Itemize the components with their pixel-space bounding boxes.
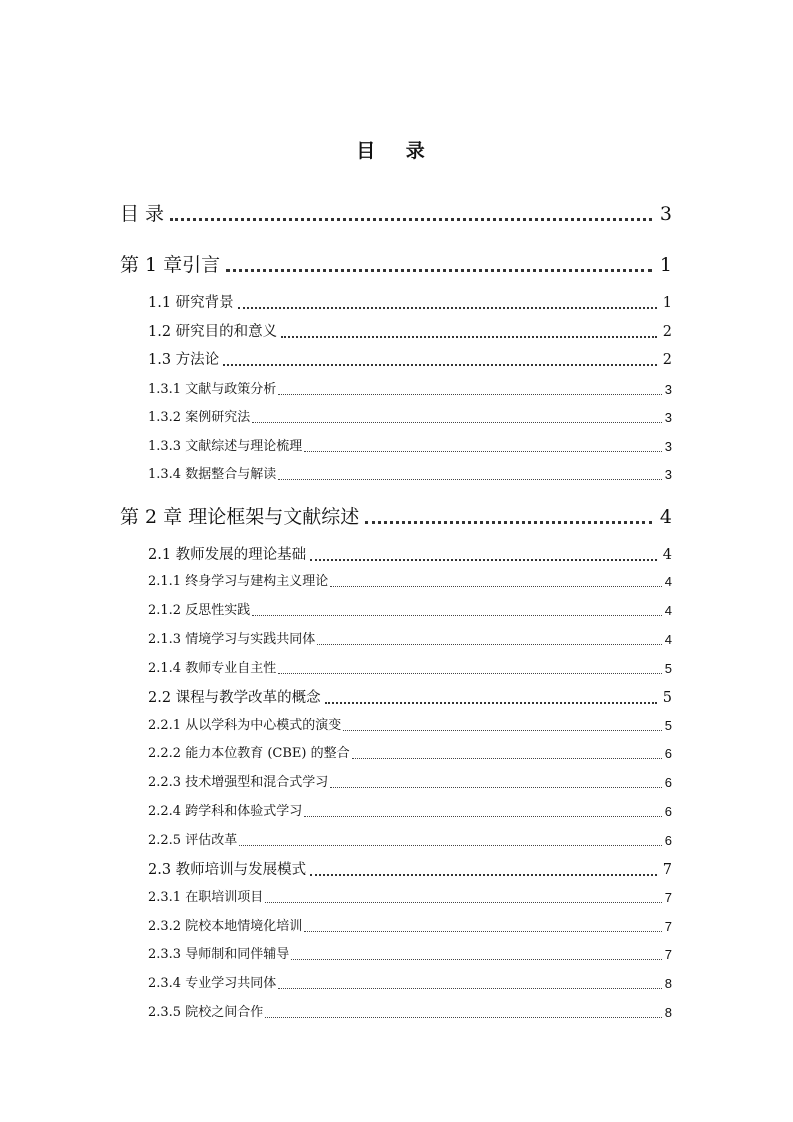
toc-leader-dots xyxy=(239,845,662,846)
toc-entry-label: 第 1 章引言 xyxy=(120,254,221,276)
toc-leader-dots xyxy=(352,758,662,759)
toc-leader-dots xyxy=(310,874,657,876)
toc-leader-dots xyxy=(278,394,662,395)
toc-leader-dots xyxy=(265,1017,662,1018)
toc-leader-dots xyxy=(365,521,652,524)
toc-leader-dots xyxy=(330,787,662,788)
toc-entry-label: 2.3.1 在职培训项目 xyxy=(148,890,264,905)
toc-entry-label: 2.1.3 情境学习与实践共同体 xyxy=(148,632,316,647)
toc-entry-label: 2.3.5 院校之间合作 xyxy=(148,1005,264,1020)
toc-page-number: 3 xyxy=(664,410,672,425)
toc-page-number: 1 xyxy=(662,295,672,311)
toc-entry-label: 2.2.3 技术增强型和混合式学习 xyxy=(148,775,329,790)
toc-entry[interactable] xyxy=(120,252,672,278)
toc-entry[interactable] xyxy=(148,1004,672,1022)
toc-entry[interactable] xyxy=(148,409,672,427)
toc-page-number: 7 xyxy=(664,890,672,905)
toc-page-number: 6 xyxy=(664,775,672,790)
toc-entry[interactable] xyxy=(148,631,672,649)
toc-entry-label: 2.1.2 反思性实践 xyxy=(148,603,251,618)
toc-leader-dots xyxy=(226,269,652,272)
toc-entry-label: 2.2.2 能力本位教育 (CBE) 的整合 xyxy=(148,746,350,761)
toc-entry[interactable] xyxy=(148,322,672,342)
toc-page-number: 8 xyxy=(664,976,672,991)
toc-page-number: 6 xyxy=(664,833,672,848)
toc-entry[interactable] xyxy=(148,946,672,964)
toc-page-number: 4 xyxy=(659,506,672,528)
toc-entry[interactable] xyxy=(148,889,672,907)
toc-leader-dots xyxy=(252,615,662,616)
toc-entry[interactable] xyxy=(148,975,672,993)
toc-leader-dots xyxy=(278,988,662,989)
toc-entry-label: 1.3.2 案例研究法 xyxy=(148,410,251,425)
toc-entry[interactable] xyxy=(148,381,672,399)
toc-entry[interactable] xyxy=(148,466,672,484)
toc-page-number: 7 xyxy=(662,862,672,878)
toc-page-number: 2 xyxy=(662,324,672,340)
toc-page-number: 7 xyxy=(664,919,672,934)
toc-leader-dots xyxy=(223,364,657,366)
toc-page-number: 3 xyxy=(664,382,672,397)
toc-entry[interactable] xyxy=(148,660,672,678)
toc-entry[interactable] xyxy=(148,832,672,850)
toc-entry[interactable] xyxy=(148,745,672,763)
toc-leader-dots xyxy=(238,307,657,309)
toc-entry-label: 1.3.4 数据整合与解读 xyxy=(148,467,277,482)
toc-page-number: 8 xyxy=(664,1005,672,1020)
toc-page-number: 5 xyxy=(662,690,672,706)
toc-leader-dots xyxy=(278,673,662,674)
toc-entry[interactable] xyxy=(148,717,672,735)
toc-entry-label: 2.3.4 专业学习共同体 xyxy=(148,976,277,991)
toc-entry-label: 2.3.3 导师制和同伴辅导 xyxy=(148,947,290,962)
toc-entry-label: 2.1.1 终身学习与建构主义理论 xyxy=(148,574,329,589)
toc-entry-label: 2.1 教师发展的理论基础 xyxy=(148,547,307,563)
toc-entry[interactable] xyxy=(148,774,672,792)
toc-entry[interactable] xyxy=(148,293,672,313)
toc-leader-dots xyxy=(170,218,652,221)
toc-entry[interactable] xyxy=(148,350,672,370)
toc-entry[interactable] xyxy=(148,918,672,936)
toc-entry[interactable] xyxy=(148,860,672,880)
toc-entry-label: 2.3 教师培训与发展模式 xyxy=(148,862,307,878)
toc-entry[interactable] xyxy=(120,201,672,227)
toc-leader-dots xyxy=(304,931,662,932)
toc-entry-label: 1.3.3 文献综述与理论梳理 xyxy=(148,439,303,454)
toc-page-number: 6 xyxy=(664,804,672,819)
toc-page-number: 3 xyxy=(659,203,672,225)
toc-leader-dots xyxy=(252,422,662,423)
toc-entry-label: 2.1.4 教师专业自主性 xyxy=(148,661,277,676)
toc-entry[interactable] xyxy=(148,688,672,708)
toc-page-number: 3 xyxy=(664,467,672,482)
toc-leader-dots xyxy=(317,644,662,645)
toc-leader-dots xyxy=(265,902,662,903)
page-title: 目 录 xyxy=(356,140,437,162)
toc-entry-label: 2.2.1 从以学科为中心模式的演变 xyxy=(148,718,342,733)
toc-leader-dots xyxy=(310,559,657,561)
toc-leader-dots xyxy=(278,479,662,480)
toc-leader-dots xyxy=(281,336,657,338)
toc-leader-dots xyxy=(291,959,662,960)
toc-page-number: 2 xyxy=(662,352,672,368)
toc-entry-label: 目 录 xyxy=(120,203,165,225)
toc-entry-label: 1.3.1 文献与政策分析 xyxy=(148,382,277,397)
toc-page-number: 4 xyxy=(662,547,672,563)
toc-entry-label: 2.2.4 跨学科和体验式学习 xyxy=(148,804,303,819)
toc-page-number: 7 xyxy=(664,947,672,962)
toc-entry[interactable] xyxy=(148,545,672,565)
toc-leader-dots xyxy=(343,730,662,731)
toc-entry[interactable] xyxy=(148,803,672,821)
toc-entry-label: 2.2.5 评估改革 xyxy=(148,833,238,848)
toc-page-number: 4 xyxy=(664,574,672,589)
toc-leader-dots xyxy=(325,702,657,704)
toc-leader-dots xyxy=(304,816,662,817)
toc-page-number: 4 xyxy=(664,603,672,618)
toc-entry-label: 1.3 方法论 xyxy=(148,352,220,368)
toc-leader-dots xyxy=(304,451,662,452)
toc-page-number: 3 xyxy=(664,439,672,454)
toc-entry-label: 1.1 研究背景 xyxy=(148,295,234,311)
toc-page-number: 4 xyxy=(664,632,672,647)
toc-leader-dots xyxy=(330,586,662,587)
toc-page-number: 1 xyxy=(659,254,672,276)
toc-entry-label: 第 2 章 理论框架与文献综述 xyxy=(120,506,360,528)
toc-entry[interactable] xyxy=(148,573,672,591)
toc-entry[interactable] xyxy=(148,602,672,620)
toc-entry-label: 1.2 研究目的和意义 xyxy=(148,324,278,340)
toc-entry-label: 2.3.2 院校本地情境化培训 xyxy=(148,919,303,934)
toc-entry[interactable] xyxy=(148,438,672,456)
toc-page-number: 6 xyxy=(664,746,672,761)
toc-entry[interactable] xyxy=(120,504,672,530)
toc-page-number: 5 xyxy=(664,718,672,733)
toc-page-number: 5 xyxy=(664,661,672,676)
toc-entry-label: 2.2 课程与教学改革的概念 xyxy=(148,690,321,706)
